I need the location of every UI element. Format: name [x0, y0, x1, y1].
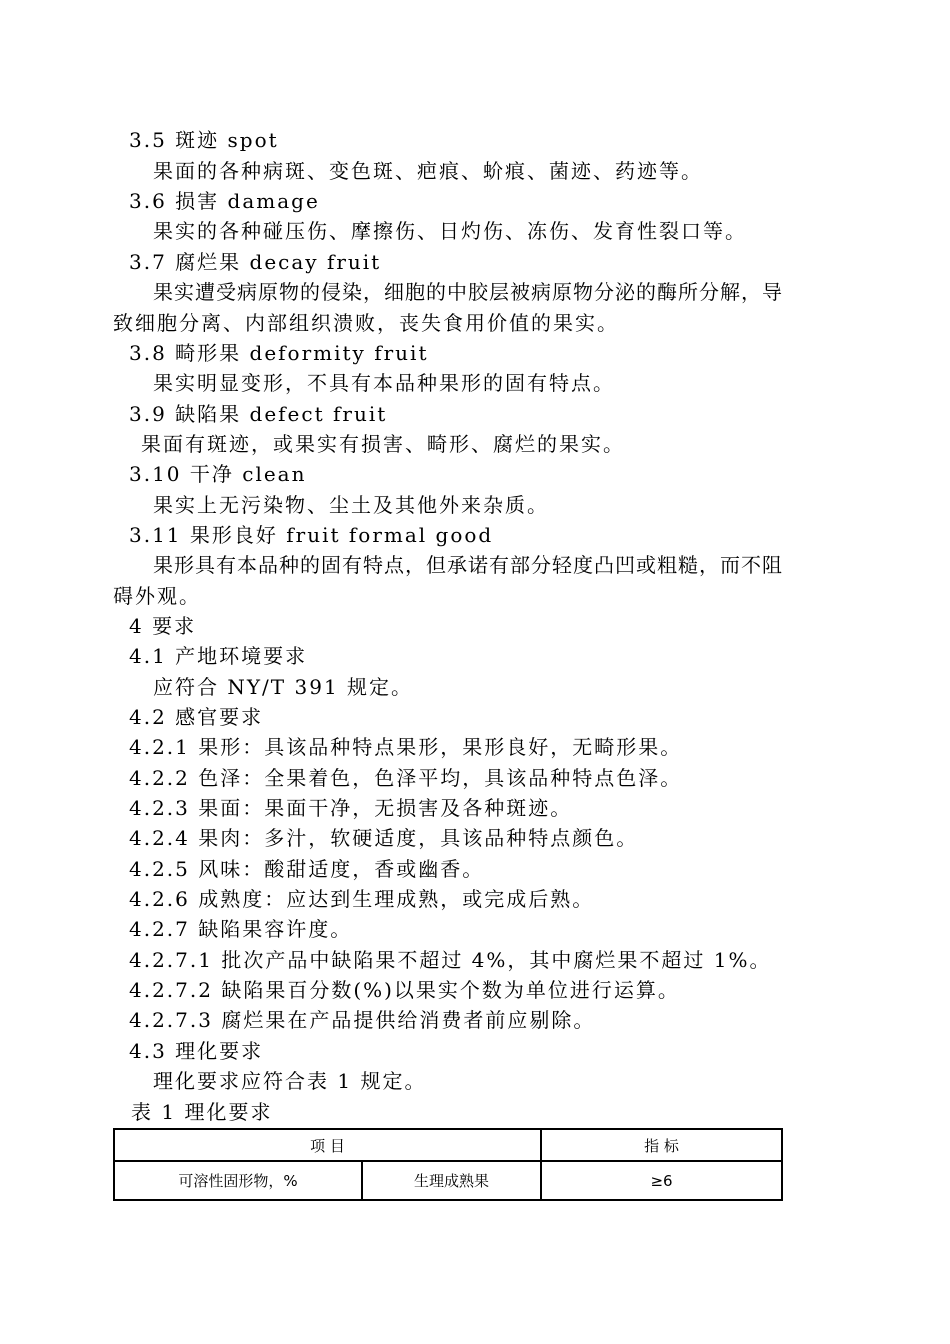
paragraph: 碍外观。 — [113, 584, 201, 608]
paragraph: 果面的各种病斑、变色斑、疤痕、蚧痕、菌迹、药迹等。 — [153, 159, 703, 183]
clause-4-2-7-3: 4.2.7.3 腐烂果在产品提供给消费者前应剔除。 — [129, 1008, 596, 1032]
heading-3-5: 3.5 斑迹 spot — [129, 128, 279, 152]
clause-4-2-1: 4.2.1 果形：具该品种特点果形，果形良好，无畸形果。 — [129, 735, 683, 759]
heading-3-8: 3.8 畸形果 deformity fruit — [129, 341, 429, 365]
heading-4-3: 4.3 理化要求 — [129, 1039, 264, 1063]
heading-3-11: 3.11 果形良好 fruit formal good — [129, 523, 494, 547]
physicochemical-table — [113, 1128, 783, 1201]
paragraph: 果面有斑迹，或果实有损害、畸形、腐烂的果实。 — [141, 432, 625, 456]
paragraph: 果实上无污染物、尘土及其他外来杂质。 — [153, 493, 549, 517]
paragraph: 果实遭受病原物的侵染，细胞的中胶层被病原物分泌的酶所分解，导 — [153, 280, 783, 304]
paragraph: 理化要求应符合表 1 规定。 — [153, 1069, 427, 1093]
paragraph: 应符合 NY/T 391 规定。 — [153, 675, 414, 699]
heading-3-6: 3.6 损害 damage — [129, 189, 320, 213]
heading-3-9: 3.9 缺陷果 defect fruit — [129, 402, 388, 426]
clause-4-2-6: 4.2.6 成熟度：应达到生理成熟，或完成后熟。 — [129, 887, 595, 911]
paragraph: 果形具有本品种的固有特点，但承诺有部分轻度凸凹或粗糙，而不阻 — [153, 553, 783, 577]
table-row — [114, 1161, 782, 1200]
table-header-row — [114, 1129, 782, 1161]
paragraph: 果实明显变形，不具有本品种果形的固有特点。 — [153, 371, 615, 395]
heading-4-2: 4.2 感官要求 — [129, 705, 264, 729]
clause-4-2-2: 4.2.2 色泽：全果着色，色泽平均，具该品种特点色泽。 — [129, 766, 683, 790]
clause-4-2-5: 4.2.5 风味：酸甜适度，香或幽香。 — [129, 857, 485, 881]
clause-4-2-4: 4.2.4 果肉：多汁，软硬适度，具该品种特点颜色。 — [129, 826, 639, 850]
table-caption: 表 1 理化要求 — [131, 1100, 273, 1124]
condition-cell: 生理成熟果 — [362, 1161, 541, 1200]
paragraph: 致细胞分离、内部组织溃败，丧失食用价值的果实。 — [113, 311, 619, 335]
heading-4-1: 4.1 产地环境要求 — [129, 644, 308, 668]
header-index-cell: 指 标 — [541, 1129, 782, 1161]
value-cell: ≥6 — [541, 1161, 782, 1200]
clause-4-2-7-1: 4.2.7.1 批次产品中缺陷果不超过 4%，其中腐烂果不超过 1%。 — [129, 948, 772, 972]
heading-4: 4 要求 — [129, 614, 197, 638]
clause-4-2-3: 4.2.3 果面：果面干净，无损害及各种斑迹。 — [129, 796, 573, 820]
clause-4-2-7: 4.2.7 缺陷果容许度。 — [129, 917, 353, 941]
heading-3-7: 3.7 腐烂果 decay fruit — [129, 250, 382, 274]
heading-3-10: 3.10 干净 clean — [129, 462, 307, 486]
header-item-cell: 项 目 — [114, 1129, 541, 1161]
paragraph: 果实的各种碰压伤、摩擦伤、日灼伤、冻伤、发育性裂口等。 — [153, 219, 747, 243]
clause-4-2-7-2: 4.2.7.2 缺陷果百分数(%)以果实个数为单位进行运算。 — [129, 978, 680, 1002]
item-cell: 可溶性固形物，% — [114, 1161, 362, 1200]
